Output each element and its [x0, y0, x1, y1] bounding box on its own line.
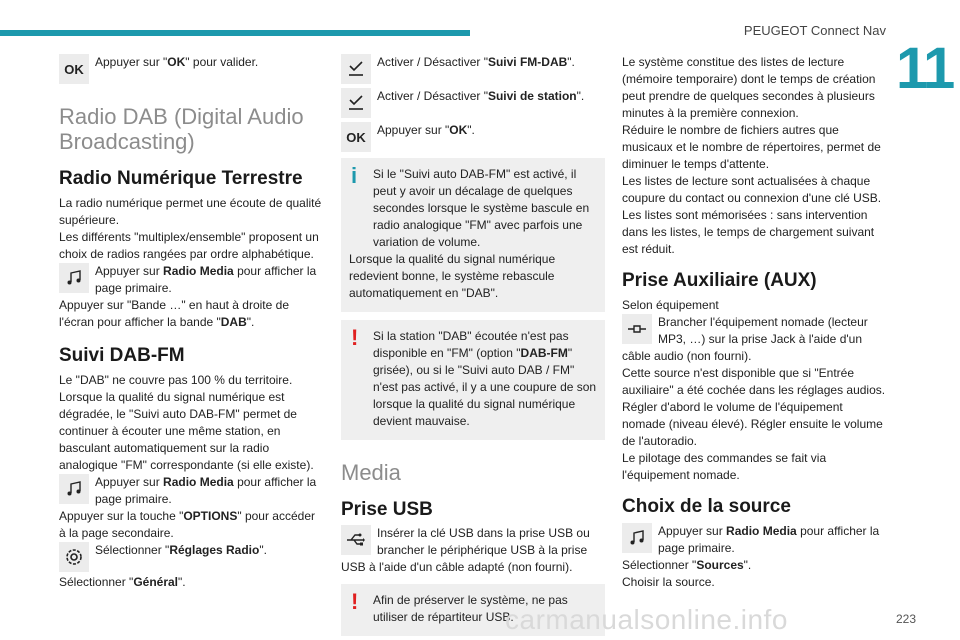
warning-box-1: [341, 320, 605, 440]
radio-media-step-1: [59, 263, 322, 297]
info-para-2: Lorsque la qualité du signal numérique redevient bonne, le système rebascule automatiquement en "DAB".: [349, 252, 556, 300]
para-choisir: Choisir la source.: [622, 575, 715, 589]
para-pilotage: Le pilotage des commandes se fait via l'équipement nomade.: [622, 451, 827, 482]
jack-icon: [622, 314, 652, 344]
para-listes: Le système constitue des listes de lecture (mémoire temporaire) dont le temps de création peut prendre de quelques secondes à plusieurs minutes à la première connexion.: [622, 55, 876, 120]
ok-step-2-text: Appuyer sur "OK".: [377, 123, 475, 137]
music-note-icon: [59, 263, 89, 293]
reglages-step-text: Sélectionner "Réglages Radio".: [95, 543, 267, 557]
music-note-icon: [59, 474, 89, 504]
para-selon: Selon équipement: [622, 298, 719, 312]
para-memorisees: Les listes sont mémorisées : sans intervention dans les listes, le temps de chargement suivant est réduit.: [622, 208, 875, 256]
para-dab-coverage: Le "DAB" ne couvre pas 100 % du territoire.: [59, 373, 293, 387]
para-volume: Régler d'abord le volume de l'équipement nomade (niveau élevé). Régler ensuite le volume de l'autoradio.: [622, 400, 883, 448]
radio-media-step-1-text: Appuyer sur Radio Media pour afficher la page primaire.: [95, 264, 317, 295]
column-1: [59, 54, 322, 591]
page-number: 223: [895, 612, 916, 626]
suivi-station-step: [341, 88, 605, 122]
heading-choix: Choix de la source: [622, 496, 791, 517]
radio-media-step-2: [59, 474, 322, 508]
header-title: PEUGEOT Connect Nav: [743, 23, 886, 38]
ok-icon: OK: [341, 122, 371, 152]
para-reduire: Réduire le nombre de fichiers autres que musicaux et le nombre de répertoires, permet de diminuer le temps d'attente.: [622, 123, 881, 171]
suivi-station-text: Activer / Désactiver "Suivi de station".: [377, 89, 585, 103]
heading-suivi: Suivi DAB-FM: [59, 345, 185, 366]
para-rnt: La radio numérique permet une écoute de qualité supérieure.: [59, 196, 322, 227]
para-options: Appuyer sur la touche "OPTIONS" pour accéder à la page secondaire.: [59, 509, 315, 540]
heading-rnt: Radio Numérique Terrestre: [59, 168, 303, 189]
ok-step-2: [341, 122, 605, 156]
para-dab-quality: Lorsque la qualité du signal numérique est dégradée, le "Suivi auto DAB-FM" permet de continuer à écouter une même station, en basculant automatiquement sur la radio analogique "FM" correspondante (si elle existe).: [59, 390, 314, 472]
ok-step-text: Appuyer sur "OK" pour valider.: [95, 55, 259, 69]
checkbox-icon: [341, 54, 371, 84]
warning-icon: !: [351, 325, 359, 350]
info-box: [341, 158, 605, 312]
header-accent-bar: [0, 30, 470, 36]
para-sources: Sélectionner "Sources".: [622, 558, 752, 572]
info-para-1: Si le "Suivi auto DAB-FM" est activé, il peut y avoir un décalage de quelques secondes lorsque le système bascule en radio analogique "FM" avec parfois une variation de volume.: [373, 167, 590, 249]
watermark: carmanualsonline.info: [505, 604, 788, 635]
warning-icon: !: [351, 589, 359, 614]
usb-icon: [341, 525, 371, 555]
column-2: [341, 54, 605, 636]
radio-media-step-3-text: Appuyer sur Radio Media pour afficher la page primaire.: [658, 524, 880, 555]
para-general: Sélectionner "Général".: [59, 575, 186, 589]
heading-media: Media: [341, 460, 401, 485]
ok-step: [59, 54, 322, 88]
heading-aux: Prise Auxiliaire (AUX): [622, 270, 817, 291]
aux-step-text: Brancher l'équipement nomade (lecteur MP3, …) sur la prise Jack à l'aide d'un câble audio (non fourni).: [622, 315, 868, 363]
usb-step: [341, 525, 605, 576]
info-icon: i: [351, 163, 358, 188]
ok-icon: OK: [59, 54, 89, 84]
music-note-icon: [622, 523, 652, 553]
reglages-step: [59, 542, 322, 574]
para-source: Cette source n'est disponible que si "Entrée auxiliaire" a été cochée dans les réglages audios.: [622, 366, 886, 397]
warning-1-text: Si la station "DAB" écoutée n'est pas disponible en "FM" (option "DAB-FM" grisée), ou si le "Suivi auto DAB / FM" n'est pas activé, il y a une coupure de son lorsque la qualité du signal numérique devient mauvaise.: [373, 329, 597, 428]
suivi-fm-dab-text: Activer / Désactiver "Suivi FM-DAB".: [377, 55, 575, 69]
settings-icon: [59, 542, 89, 572]
heading-dab: Radio DAB (Digital Audio Broadcasting): [59, 104, 304, 154]
aux-step: [622, 314, 886, 365]
heading-usb: Prise USB: [341, 499, 433, 520]
column-3: [622, 54, 886, 591]
para-actualisees: Les listes de lecture sont actualisées à chaque coupure du contact ou connexion d'une clé USB.: [622, 174, 882, 205]
warning-2-text: Afin de préserver le système, ne pas utiliser de répartiteur USB.: [373, 593, 568, 624]
radio-media-step-2-text: Appuyer sur Radio Media pour afficher la page primaire.: [95, 475, 317, 506]
checkbox-icon: [341, 88, 371, 118]
radio-media-step-3: [622, 523, 886, 557]
suivi-fm-dab-step: [341, 54, 605, 88]
usb-step-text: Insérer la clé USB dans la prise USB ou brancher le périphérique USB à la prise USB à l'aide d'un câble adapté (non fourni).: [341, 526, 590, 574]
chapter-number: 11: [896, 36, 954, 101]
para-multiplex: Les différents "multiplex/ensemble" proposent un choix de radios rangées par ordre alphabétique.: [59, 230, 319, 261]
para-bande: Appuyer sur "Bande …" en haut à droite de l'écran pour afficher la bande "DAB".: [59, 298, 289, 329]
